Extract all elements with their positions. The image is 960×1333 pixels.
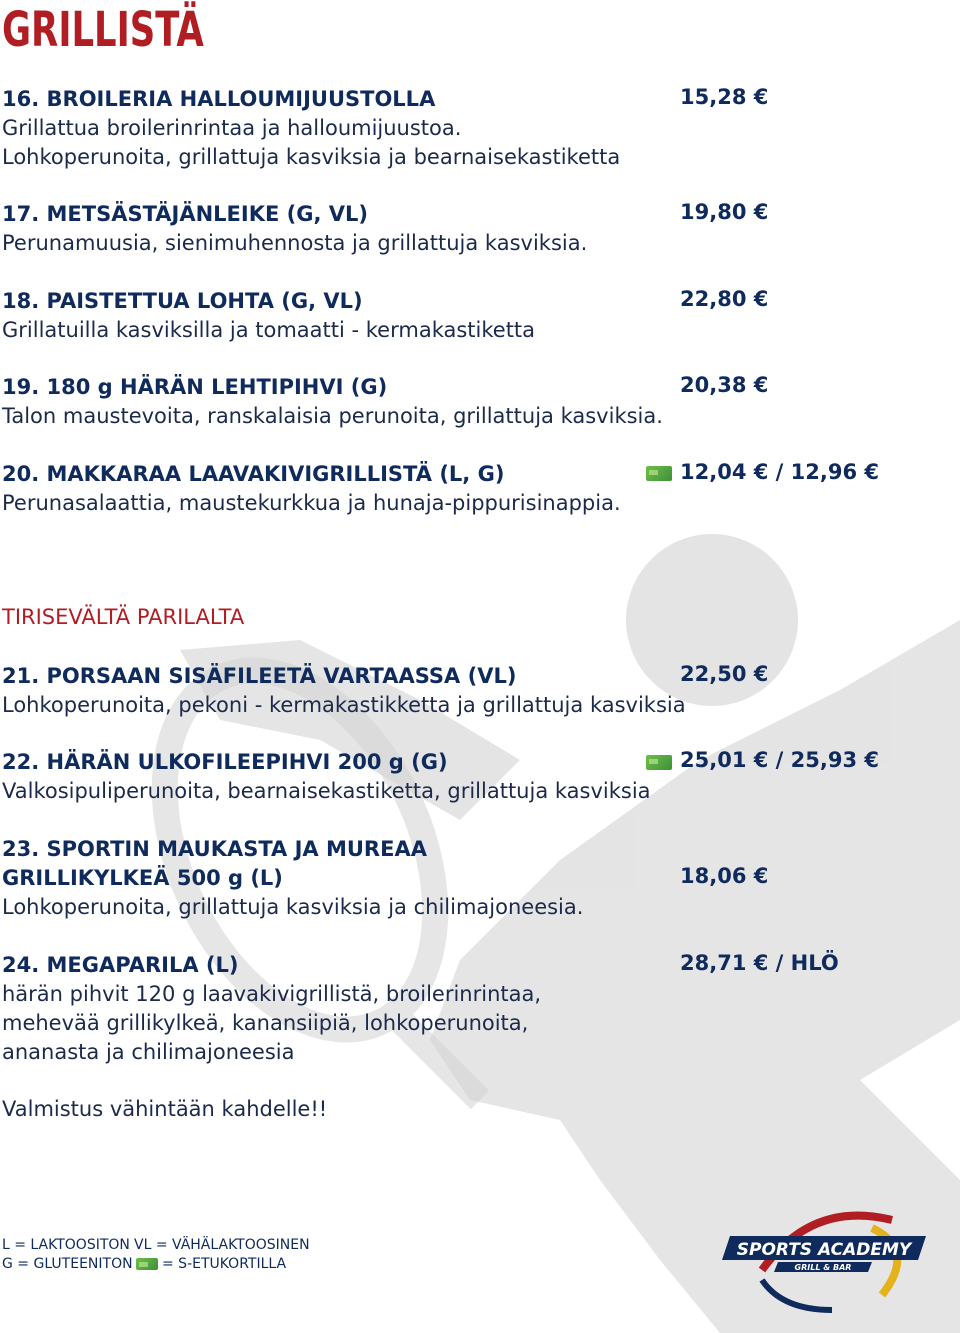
dish-name-19: 19. 180 g HÄRÄN LEHTIPIHVI (G) (2, 375, 388, 399)
s-etukortti-icon (646, 466, 672, 481)
dish-desc-23: Lohkoperunoita, grillattuja kasviksia ja chilimajoneesia. (2, 895, 584, 919)
preparation-note: Valmistus vähintään kahdelle!! (2, 1097, 328, 1121)
dish-price-22: 25,01 € / 25,93 € (680, 748, 879, 772)
legend-vl: VL = VÄHÄLAKTOOSINEN (134, 1237, 310, 1253)
dish-name-23: GRILLIKYLKEÄ 500 g (L) (2, 866, 283, 890)
dish-price-20: 12,04 € / 12,96 € (680, 460, 879, 484)
dish-price-18: 22,80 € (680, 287, 769, 311)
dish-name-23: 23. SPORTIN MAUKASTA JA MUREAA (2, 837, 427, 861)
dish-name-21: 21. PORSAAN SISÄFILEETÄ VARTAASSA (VL) (2, 664, 517, 688)
dish-desc-16: Lohkoperunoita, grillattuja kasviksia ja bearnaisekastiketta (2, 145, 621, 169)
dish-name-18: 18. PAISTETTUA LOHTA (G, VL) (2, 289, 363, 313)
dish-price-21: 22,50 € (680, 662, 769, 686)
legend-g: G = GLUTEENITON (2, 1256, 133, 1272)
dish-name-24: 24. MEGAPARILA (L) (2, 953, 239, 977)
dish-price-16: 15,28 € (680, 85, 769, 109)
dish-desc-21: Lohkoperunoita, pekoni - kermakastikketta ja grillattuja kasviksia (2, 693, 686, 717)
dish-price-24: 28,71 € / HLÖ (680, 951, 839, 975)
section-heading: TIRISEVÄLTÄ PARILALTA (2, 605, 245, 629)
s-etukortti-icon (646, 755, 672, 770)
logo-main-text: SPORTS ACADEMY (736, 1240, 912, 1260)
dish-price-23: 18,06 € (680, 864, 769, 888)
dish-desc-24: härän pihvit 120 g laavakivigrillistä, broilerinrintaa, (2, 982, 542, 1006)
dish-desc-24: mehevää grillikylkeä, kanansiipiä, lohkoperunoita, (2, 1011, 529, 1035)
dish-price-19: 20,38 € (680, 373, 769, 397)
dish-name-22: 22. HÄRÄN ULKOFILEEPIHVI 200 g (G) (2, 750, 448, 774)
dish-desc-20: Perunasalaattia, maustekurkkua ja hunaja-pippurisinappia. (2, 491, 621, 515)
dish-desc-22: Valkosipuliperunoita, bearnaisekastiketta, grillattuja kasviksia (2, 779, 651, 803)
dish-desc-24: ananasta ja chilimajoneesia (2, 1040, 295, 1064)
legend-l: L = LAKTOOSITON (2, 1237, 130, 1253)
page-title: GRILLISTÄ (2, 2, 204, 58)
dish-name-16: 16. BROILERIA HALLOUMIJUUSTOLLA (2, 87, 436, 111)
dish-price-17: 19,80 € (680, 200, 769, 224)
logo-sub-text: GRILL & BAR (794, 1263, 852, 1272)
dish-name-20: 20. MAKKARAA LAAVAKIVIGRILLISTÄ (L, G) (2, 462, 505, 486)
s-etukortti-legend-icon (136, 1258, 158, 1270)
dish-name-17: 17. METSÄSTÄJÄNLEIKE (G, VL) (2, 202, 368, 226)
dish-desc-19: Talon maustevoita, ranskalaisia perunoita, grillattuja kasviksia. (2, 404, 663, 428)
dish-desc-16: Grillattua broilerinrintaa ja halloumijuustoa. (2, 116, 462, 140)
dish-desc-17: Perunamuusia, sienimuhennosta ja grillattuja kasviksia. (2, 231, 588, 255)
legend-card: = S-ETUKORTILLA (162, 1256, 287, 1272)
dish-desc-18: Grillatuilla kasviksilla ja tomaatti - kermakastiketta (2, 318, 536, 342)
sports-academy-logo (722, 1210, 932, 1320)
